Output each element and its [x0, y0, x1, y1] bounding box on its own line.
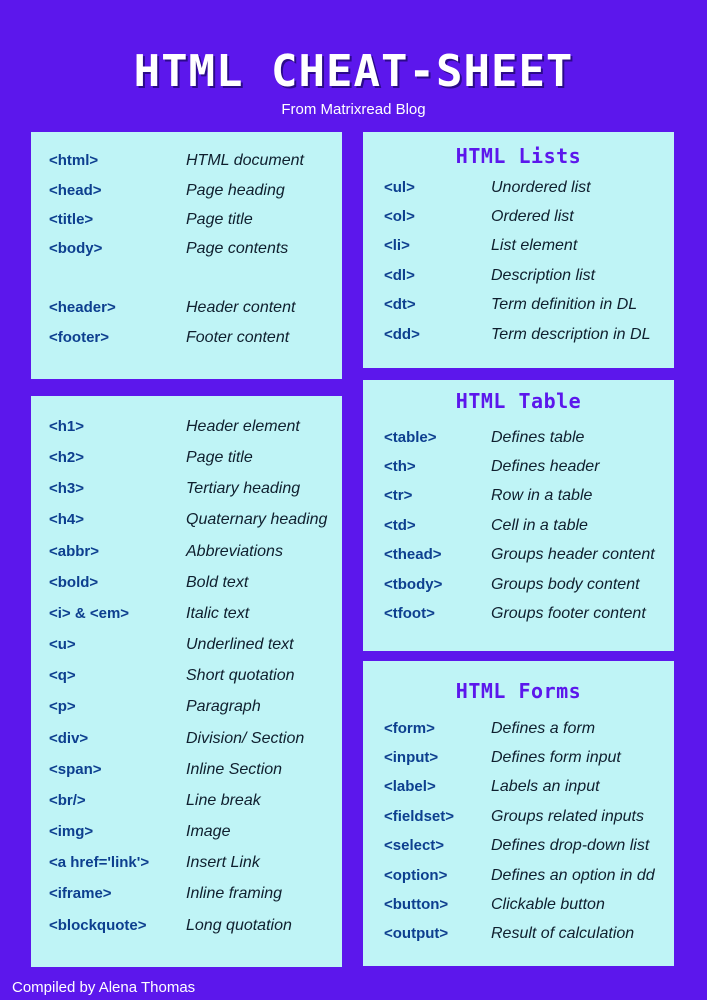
tag-description: Unordered list [491, 179, 591, 196]
tag-name: <form> [384, 720, 435, 737]
tag-description: Page title [186, 211, 253, 228]
tag-name: <dl> [384, 267, 415, 284]
list-item [363, 296, 674, 320]
list-item [31, 418, 342, 442]
tag-description: Paragraph [186, 698, 261, 715]
tag-description: Defines header [491, 458, 600, 475]
list-item [363, 808, 674, 832]
list-item [363, 267, 674, 291]
tag-name: <th> [384, 458, 416, 475]
tag-description: Quaternary heading [186, 511, 328, 528]
tag-name: <span> [49, 761, 102, 778]
card-heading: HTML Lists [455, 144, 582, 168]
list-item [31, 299, 342, 323]
card-text-elements [31, 396, 342, 967]
list-item [363, 458, 674, 482]
tag-name: <h3> [49, 480, 85, 497]
tag-name: <select> [384, 837, 445, 854]
card-heading: HTML Table [455, 389, 582, 413]
tag-description: Inline framing [186, 885, 283, 902]
list-item [31, 823, 342, 847]
tag-description: Groups footer content [491, 605, 646, 622]
tag-name: <blockquote> [49, 917, 147, 934]
tag-description: Abbreviations [186, 543, 283, 560]
tag-name: <p> [49, 698, 76, 715]
tag-description: Defines drop-down list [491, 837, 650, 854]
tag-name: <h4> [49, 511, 85, 528]
tag-name: <label> [384, 778, 436, 795]
list-item [31, 698, 342, 722]
tag-description: Division/ Section [186, 730, 305, 747]
tag-description: Image [186, 823, 231, 840]
tag-name: <input> [384, 749, 439, 766]
list-item [31, 885, 342, 909]
tag-name: <ol> [384, 208, 415, 225]
tag-name: <table> [384, 429, 437, 446]
footer-credit: Compiled by Alena Thomas [12, 979, 196, 996]
tag-description: Defines form input [491, 749, 621, 766]
tag-name: <h1> [49, 418, 85, 435]
tag-description: Insert Link [186, 854, 260, 871]
list-item [363, 720, 674, 744]
list-item [31, 240, 342, 264]
tag-name: <bold> [49, 574, 99, 591]
list-item [363, 179, 674, 203]
list-item [31, 329, 342, 353]
list-item [363, 605, 674, 629]
list-item [363, 925, 674, 949]
tag-name: <tfoot> [384, 605, 435, 622]
tag-name: <thead> [384, 546, 442, 563]
list-item [31, 636, 342, 660]
list-item [31, 854, 342, 878]
tag-description: Italic text [186, 605, 250, 622]
tag-name: <title> [49, 211, 94, 228]
tag-name: <dd> [384, 326, 420, 343]
list-item [31, 182, 342, 206]
tag-name: <tr> [384, 487, 413, 504]
tag-description: Clickable button [491, 896, 605, 913]
list-item [31, 152, 342, 176]
tag-name: <ul> [384, 179, 415, 196]
tag-description: Footer content [186, 329, 290, 346]
tag-name: <html> [49, 152, 99, 169]
tag-description: Defines an option in dd [491, 867, 655, 884]
tag-description: Description list [491, 267, 596, 284]
tag-name: <iframe> [49, 885, 112, 902]
list-item [363, 576, 674, 600]
tag-description: Term definition in DL [491, 296, 638, 313]
tag-name: <h2> [49, 449, 85, 466]
list-item [31, 792, 342, 816]
tag-name: <fieldset> [384, 808, 455, 825]
tag-name: <option> [384, 867, 448, 884]
tag-name: <button> [384, 896, 449, 913]
tag-description: Bold text [186, 574, 249, 591]
list-item [31, 574, 342, 598]
page-subtitle: From Matrixread Blog [281, 101, 426, 118]
tag-description: Defines table [491, 429, 585, 446]
list-item [363, 208, 674, 232]
card-html-table [363, 380, 674, 651]
tag-description: HTML document [186, 152, 304, 169]
tag-description: List element [491, 237, 578, 254]
tag-description: Groups body content [491, 576, 640, 593]
tag-name: <body> [49, 240, 103, 257]
list-item [363, 778, 674, 802]
tag-name: <li> [384, 237, 410, 254]
tag-description: Result of calculation [491, 925, 635, 942]
tag-description: Line break [186, 792, 261, 809]
list-item [31, 917, 342, 941]
card-html-lists [363, 132, 674, 368]
tag-description: Underlined text [186, 636, 294, 653]
tag-description: Groups header content [491, 546, 655, 563]
tag-name: <br/> [49, 792, 86, 809]
list-item [363, 896, 674, 920]
tag-description: Header content [186, 299, 296, 316]
tag-description: Tertiary heading [186, 480, 301, 497]
tag-name: <head> [49, 182, 102, 199]
list-item [31, 480, 342, 504]
tag-name: <div> [49, 730, 89, 747]
card-heading: HTML Forms [455, 679, 582, 703]
tag-description: Header element [186, 418, 300, 435]
list-item [363, 429, 674, 453]
tag-name: <u> [49, 636, 76, 653]
tag-name: <abbr> [49, 543, 100, 560]
list-item [363, 237, 674, 261]
tag-name: <i> & <em> [49, 605, 130, 622]
list-item [363, 749, 674, 773]
tag-description: Labels an input [491, 778, 600, 795]
tag-name: <footer> [49, 329, 110, 346]
page-title: HTML CHEAT-SHEET [133, 46, 574, 97]
tag-name: <img> [49, 823, 94, 840]
tag-description: Page heading [186, 182, 285, 199]
list-item [31, 605, 342, 629]
tag-description: Page title [186, 449, 253, 466]
tag-description: Short quotation [186, 667, 295, 684]
tag-name: <header> [49, 299, 116, 316]
tag-description: Page contents [186, 240, 289, 257]
list-item [31, 543, 342, 567]
tag-name: <tbody> [384, 576, 443, 593]
tag-name: <a href='link'> [49, 854, 150, 871]
tag-description: Ordered list [491, 208, 574, 225]
tag-description: Cell in a table [491, 517, 588, 534]
list-item [363, 517, 674, 541]
list-item [31, 730, 342, 754]
list-item [363, 867, 674, 891]
tag-description: Long quotation [186, 917, 292, 934]
tag-description: Term description in DL [491, 326, 651, 343]
list-item [31, 511, 342, 535]
tag-name: <td> [384, 517, 416, 534]
list-item [31, 761, 342, 785]
list-item [31, 667, 342, 691]
card-html-forms [363, 661, 674, 966]
tag-description: Inline Section [186, 761, 283, 778]
list-item [31, 211, 342, 235]
card-document-structure [31, 132, 342, 379]
tag-description: Groups related inputs [491, 808, 644, 825]
tag-description: Row in a table [491, 487, 593, 504]
list-item [363, 326, 674, 350]
list-item [31, 449, 342, 473]
list-item [363, 837, 674, 861]
list-item [363, 546, 674, 570]
tag-name: <dt> [384, 296, 416, 313]
list-item [363, 487, 674, 511]
tag-name: <output> [384, 925, 449, 942]
tag-name: <q> [49, 667, 76, 684]
tag-description: Defines a form [491, 720, 596, 737]
